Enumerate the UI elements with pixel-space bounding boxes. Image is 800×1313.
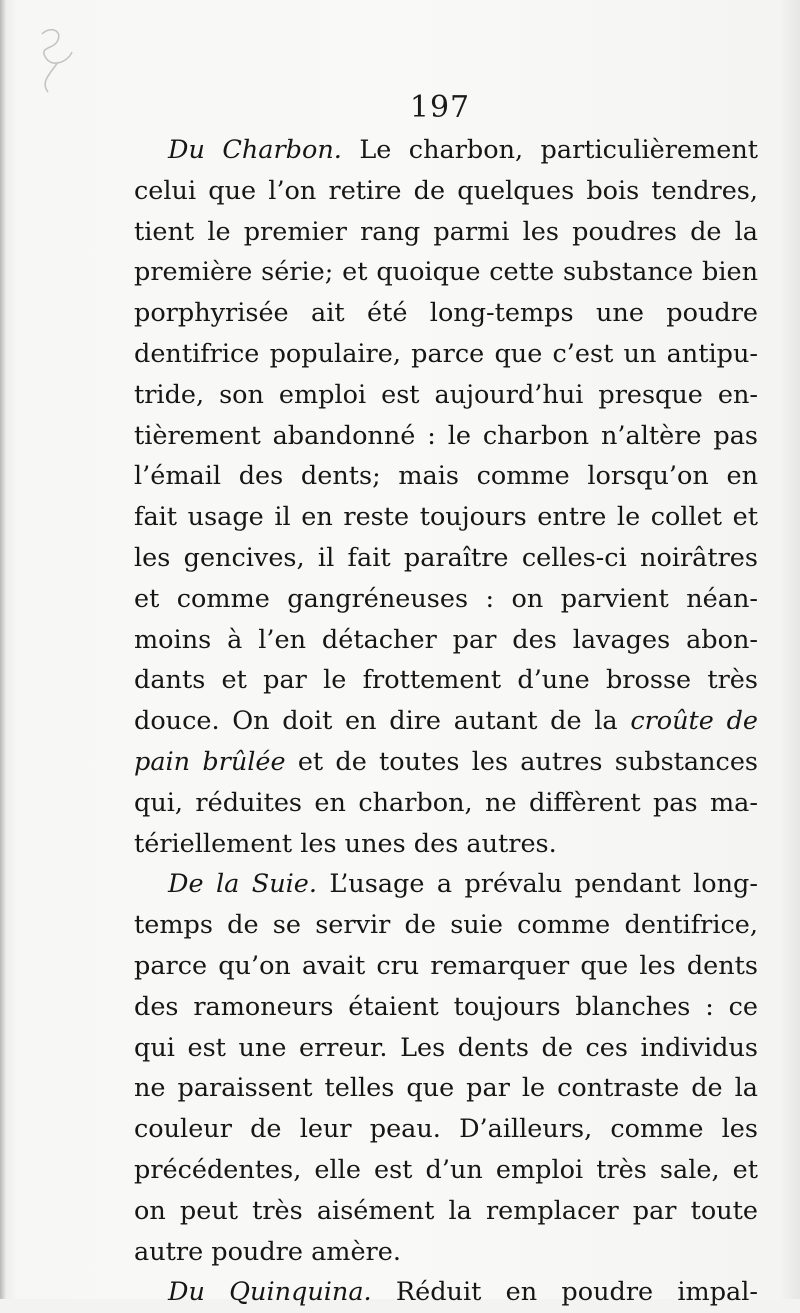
text-segment: tériellement les unes des autres. — [134, 828, 557, 859]
text-line — [134, 864, 758, 905]
text-line — [134, 497, 758, 538]
text-line — [134, 334, 758, 375]
text-line — [134, 579, 758, 620]
text-segment: L’usage a prévalu pendant long- — [316, 869, 758, 900]
text-line — [134, 212, 758, 253]
text-line — [134, 701, 758, 742]
text-line — [134, 905, 758, 946]
text-segment: dentifrice populaire, parce que c’est un antipu- — [134, 338, 758, 369]
body-text — [134, 130, 758, 1313]
text-line — [134, 946, 758, 987]
text-segment: des ramoneurs étaient toujours blanches : ce — [134, 991, 758, 1022]
text-line — [134, 1232, 758, 1273]
text-segment: on peut très aisément la remplacer par toute — [134, 1195, 758, 1226]
text-segment: parce qu’on avait cru remarquer que les dents — [134, 950, 758, 981]
text-segment: les gencives, il fait paraître celles-ci noirâtres — [134, 542, 758, 573]
text-segment: douce. On doit en dire autant de la — [134, 706, 631, 737]
text-segment: Le charbon, particulièrement — [341, 135, 758, 165]
italic-heading: De la Suie. — [168, 869, 317, 900]
italic-heading: Du Quinquina. — [168, 1277, 372, 1308]
text-segment: tient le premier rang parmi les poudres de la — [134, 216, 758, 247]
text-line — [134, 1028, 758, 1069]
italic-heading: Du Charbon. — [168, 135, 342, 165]
italic-heading: pain brûlée — [134, 746, 286, 777]
text-line — [134, 1150, 758, 1191]
text-line — [134, 783, 758, 824]
text-line — [134, 375, 758, 416]
text-line — [134, 538, 758, 579]
text-line — [134, 252, 758, 293]
text-line — [134, 824, 758, 865]
text-segment: et comme gangréneuses : on parvient néan- — [134, 583, 758, 614]
text-segment: tièrement abandonné : le charbon n’altère pas — [134, 420, 758, 451]
text-line — [134, 620, 758, 661]
text-line — [134, 1272, 758, 1313]
page-edge-shadow — [0, 0, 6, 1299]
text-line — [134, 1109, 758, 1150]
italic-heading: croûte de — [630, 706, 759, 737]
text-segment: qui est une erreur. Les dents de ces individus — [134, 1032, 758, 1063]
text-line — [134, 171, 758, 212]
text-segment: autre poudre amère. — [134, 1236, 401, 1267]
text-line — [134, 1068, 758, 1109]
text-segment: tride, son emploi est aujourd’hui presque en- — [134, 379, 758, 410]
text-segment: moins à l’en détacher par des lavages abon- — [134, 624, 758, 655]
text-segment: première série; et quoique cette substance bien — [134, 257, 758, 288]
text-line — [134, 130, 758, 171]
text-line — [134, 293, 758, 334]
text-segment: précédentes, elle est d’un emploi très sale, et — [134, 1154, 758, 1185]
text-line — [134, 456, 758, 497]
text-line — [134, 660, 758, 701]
page-number: 197 — [409, 90, 471, 125]
text-segment: porphyrisée ait été long-temps une poudre — [134, 298, 758, 329]
text-segment: couleur de leur peau. D’ailleurs, comme les — [134, 1114, 758, 1145]
text-line — [134, 987, 758, 1028]
text-segment: temps de se servir de suie comme dentifrice, — [134, 910, 758, 941]
text-segment: et de toutes les autres substances — [285, 746, 758, 777]
text-segment: qui, réduites en charbon, ne diffèrent pas ma- — [134, 787, 758, 818]
text-line — [134, 416, 758, 457]
text-segment: fait usage il en reste toujours entre le collet et — [134, 502, 758, 533]
text-segment: ne paraissent telles que par le contraste de la — [134, 1073, 758, 1104]
text-segment: dants et par le frottement d’une brosse très — [134, 665, 758, 696]
text-segment: l’émail des dents; mais comme lorsqu’on en — [134, 461, 758, 492]
text-line — [134, 742, 758, 783]
text-line — [134, 1191, 758, 1232]
text-segment: Réduit en poudre impal- — [371, 1277, 758, 1308]
text-segment: celui que l’on retire de quelques bois tendres, — [134, 175, 758, 206]
